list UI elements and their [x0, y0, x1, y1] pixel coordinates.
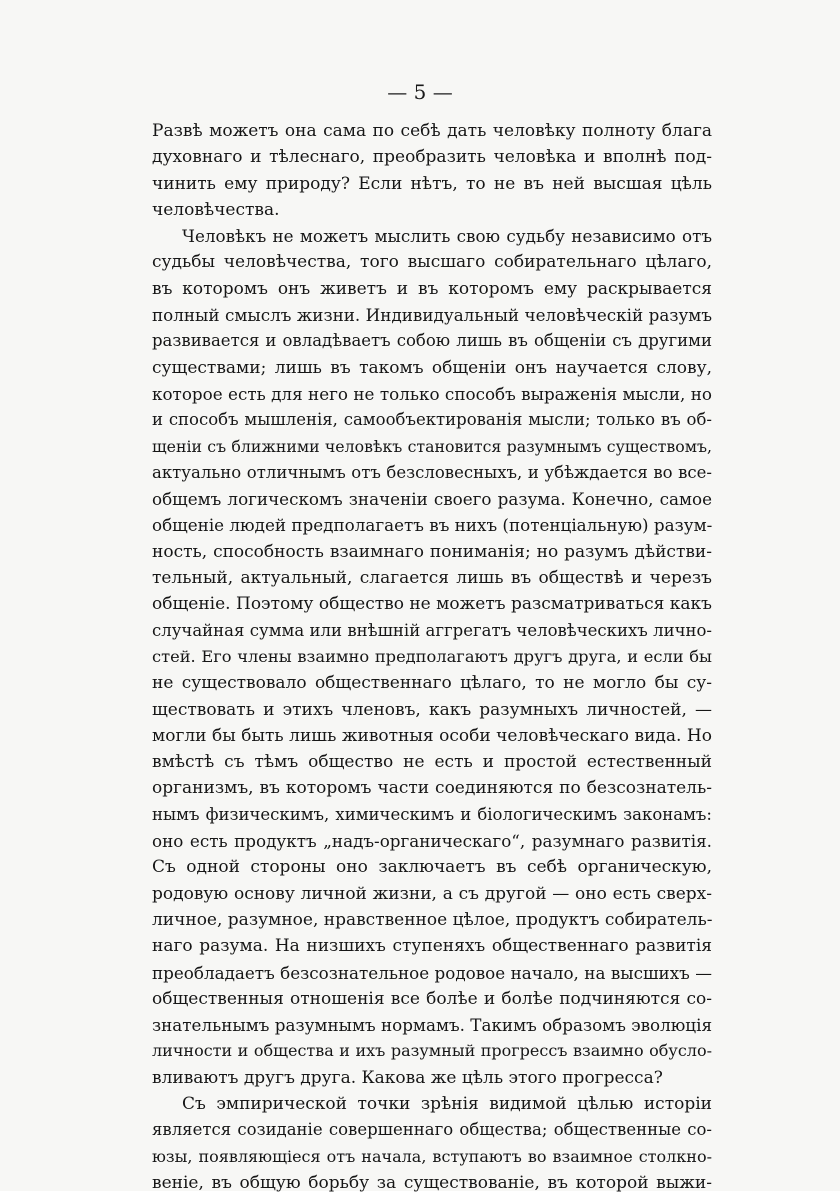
text-line: оно есть продуктъ „надъ-органическаго“, разумнаго развитія. [152, 831, 712, 852]
page-number: — 5 — [387, 80, 453, 104]
text-line: тельный, актуальный, слагается лишь въ обществѣ и черезъ [152, 568, 712, 589]
text-line: стей. Его члены взаимно предполагаютъ другъ друга, и если бы [152, 646, 712, 666]
text-line: общественныя отношенія все болѣе и болѣе подчиняются со- [152, 988, 712, 1009]
text-line: преобладаетъ безсознательное родовое начало, на высшихъ — [152, 962, 712, 983]
text-line: могли бы быть лишь животныя особи человѣческаго вида. Но [152, 725, 712, 746]
text-line: случайная сумма или внѣшній аггрегатъ человѣческихъ лично- [152, 620, 712, 640]
text-line: развивается и овладѣваетъ собою лишь въ общеніи съ другими [152, 331, 712, 351]
paragraph-1 [152, 118, 712, 223]
text-line: является созиданіе совершеннаго общества; общественные со- [152, 1120, 712, 1140]
text-line: родовую основу личной жизни, а съ другой — оно есть сверх- [152, 883, 712, 904]
text-line: личности и общества и ихъ разумный прогрессъ взаимно обусло- [152, 1041, 712, 1061]
text-line: актуально отличнымъ отъ безсловесныхъ, и убѣждается во все- [152, 462, 712, 482]
paragraph-3 [152, 1091, 712, 1196]
text-line: въ которомъ онъ живетъ и въ которомъ ему раскрывается [152, 278, 712, 299]
body-text [152, 118, 712, 1196]
text-line: человѣчества. [152, 199, 280, 220]
text-line: общемъ логическомъ значеніи своего разума. Конечно, самое [152, 489, 712, 510]
text-line: Съ одной стороны оно заключаетъ въ себѣ органическую, [152, 857, 712, 878]
text-line: нымъ физическимъ, химическимъ и біологическимъ законамъ: [152, 804, 712, 824]
text-line: духовнаго и тѣлеснаго, преобразить человѣка и вполнѣ под- [152, 147, 712, 168]
text-line: Человѣкъ не можетъ мыслить свою судьбу независимо отъ [182, 226, 712, 247]
text-line: вмѣстѣ съ тѣмъ общество не есть и простой естественный [152, 752, 712, 773]
text-line: наго разума. На низшихъ ступеняхъ общественнаго развитія [152, 936, 712, 957]
text-line: чинить ему природу? Если нѣтъ, то не въ ней высшая цѣль [152, 173, 712, 194]
text-line: веніе, въ общую борьбу за существованіе, въ которой выжи- [152, 1172, 712, 1193]
text-line: полный смыслъ жизни. Индивидуальный человѣческій разумъ [152, 305, 712, 326]
text-line: Съ эмпирической точки зрѣнія видимой цѣлью исторіи [182, 1093, 712, 1114]
text-line: щеніи съ ближними человѣкъ становится разумнымъ существомъ, [152, 436, 712, 456]
text-line: знательнымъ разумнымъ нормамъ. Такимъ образомъ эволюція [152, 1015, 712, 1036]
text-line: общеніе людей предполагаетъ въ нихъ (потенціальную) разум- [152, 515, 712, 536]
text-line: ществовать и этихъ членовъ, какъ разумныхъ личностей, — [152, 699, 712, 720]
text-line: организмъ, въ которомъ части соединяются по безсознатель- [152, 778, 712, 799]
text-line: и способъ мышленія, самообъектированія мысли; только въ об- [152, 410, 712, 430]
text-line: вливаютъ другъ друга. Какова же цѣль этого прогресса? [152, 1067, 663, 1088]
text-line: ность, способность взаимнаго пониманія; но разумъ дѣйстви- [152, 541, 712, 562]
text-line: судьбы человѣчества, того высшаго собирательнаго цѣлаго, [152, 252, 712, 273]
paragraph-2 [152, 223, 712, 1091]
text-line: юзы, появляющіеся отъ начала, вступаютъ во взаимное столкно- [152, 1146, 712, 1166]
text-line: личное, разумное, нравственное цѣлое, продуктъ собиратель- [152, 909, 712, 930]
text-line: которое есть для него не только способъ выраженія мысли, но [152, 383, 712, 404]
text-line: существами; лишь въ такомъ общеніи онъ научается слову, [152, 357, 712, 378]
text-line: не существовало общественнаго цѣлаго, то не могло бы су- [152, 673, 712, 694]
text-line: Развѣ можетъ она сама по себѣ дать человѣку полноту блага [152, 121, 712, 141]
text-line: общеніе. Поэтому общество не можетъ разсматриваться какъ [152, 594, 712, 615]
